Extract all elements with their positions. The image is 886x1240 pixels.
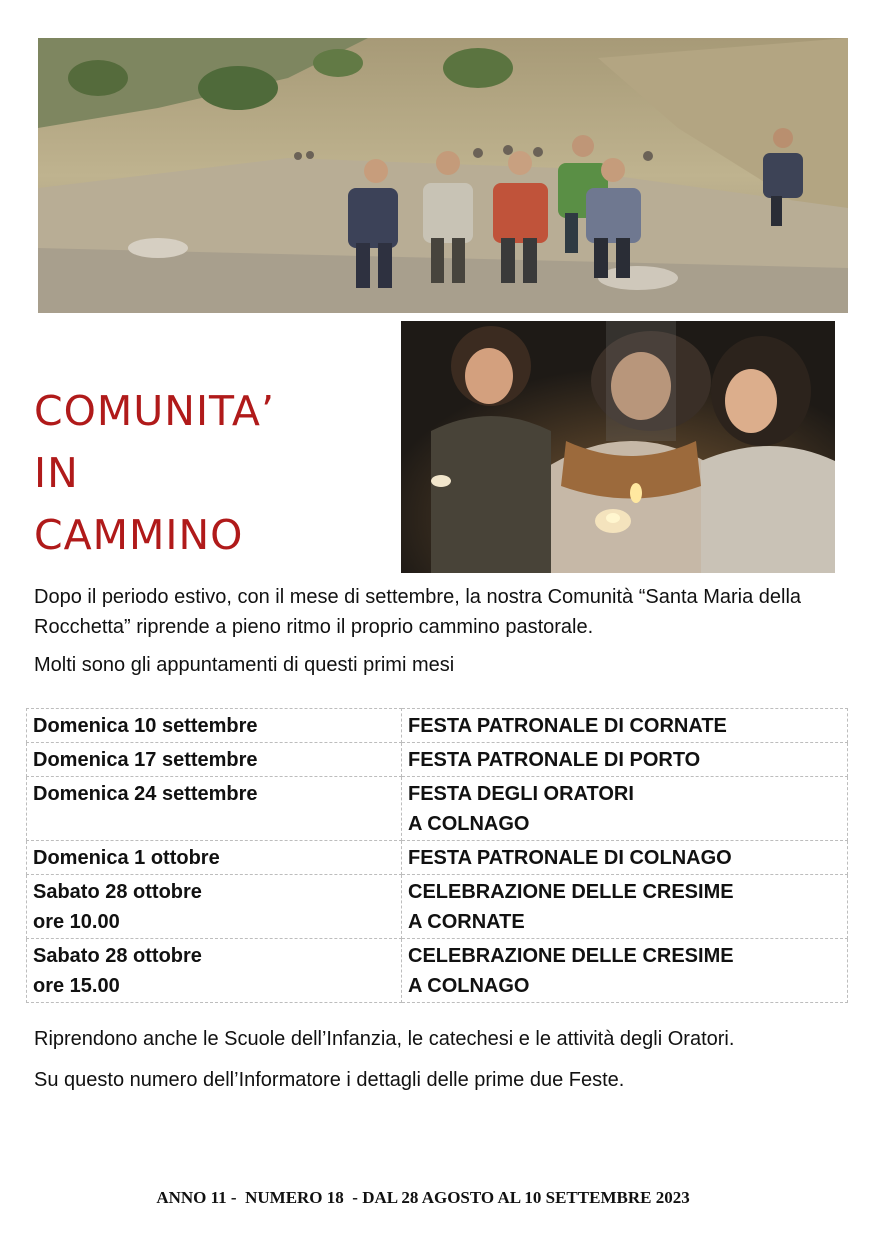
candles-illustration bbox=[401, 321, 835, 573]
event-description: FESTA PATRONALE DI CORNATE bbox=[402, 709, 848, 743]
candles-photo bbox=[401, 321, 835, 573]
outro-paragraph: Riprendono anche le Scuole dell’Infanzia, le catechesi e le attività degli Oratori. bbox=[34, 1028, 735, 1050]
events-table bbox=[26, 708, 848, 1003]
table-row bbox=[27, 875, 848, 939]
event-date: Sabato 28 ottobre ore 10.00 bbox=[27, 875, 402, 939]
issue-footer: ANNO 11 - NUMERO 18 - DAL 28 AGOSTO AL 10 SETTEMBRE 2023 bbox=[156, 1188, 690, 1207]
intro-paragraph-2: Molti sono gli appuntamenti di questi primi mesi bbox=[34, 654, 455, 676]
event-date: Domenica 1 ottobre bbox=[27, 841, 402, 875]
hikers-illustration bbox=[38, 38, 848, 313]
event-date: Domenica 17 settembre bbox=[27, 743, 402, 777]
hikers-photo bbox=[38, 38, 848, 313]
title-line-1: COMUNITA’ bbox=[34, 387, 275, 435]
table-row bbox=[27, 743, 848, 777]
title-line-3: CAMMINO bbox=[34, 511, 244, 559]
event-description: FESTA PATRONALE DI COLNAGO bbox=[402, 841, 848, 875]
event-description: FESTA DEGLI ORATORI A COLNAGO bbox=[402, 777, 848, 841]
title-line-2: IN bbox=[34, 449, 79, 497]
intro-paragraph: Dopo il periodo estivo, con il mese di settembre, la nostra Comunità “Santa Maria della Rocchetta” riprende a pieno ritmo il proprio cammino pastorale. bbox=[34, 586, 802, 638]
table-row bbox=[27, 939, 848, 1003]
event-description: CELEBRAZIONE DELLE CRESIME A COLNAGO bbox=[402, 939, 848, 1003]
event-description: CELEBRAZIONE DELLE CRESIME A CORNATE bbox=[402, 875, 848, 939]
event-description: FESTA PATRONALE DI PORTO bbox=[402, 743, 848, 777]
event-date: Sabato 28 ottobre ore 15.00 bbox=[27, 939, 402, 1003]
table-row bbox=[27, 841, 848, 875]
event-date: Domenica 24 settembre bbox=[27, 777, 402, 841]
page-title bbox=[34, 380, 394, 566]
table-row bbox=[27, 709, 848, 743]
outro-paragraph-2: Su questo numero dell’Informatore i dettagli delle prime due Feste. bbox=[34, 1069, 625, 1091]
table-row bbox=[27, 777, 848, 841]
event-date: Domenica 10 settembre bbox=[27, 709, 402, 743]
